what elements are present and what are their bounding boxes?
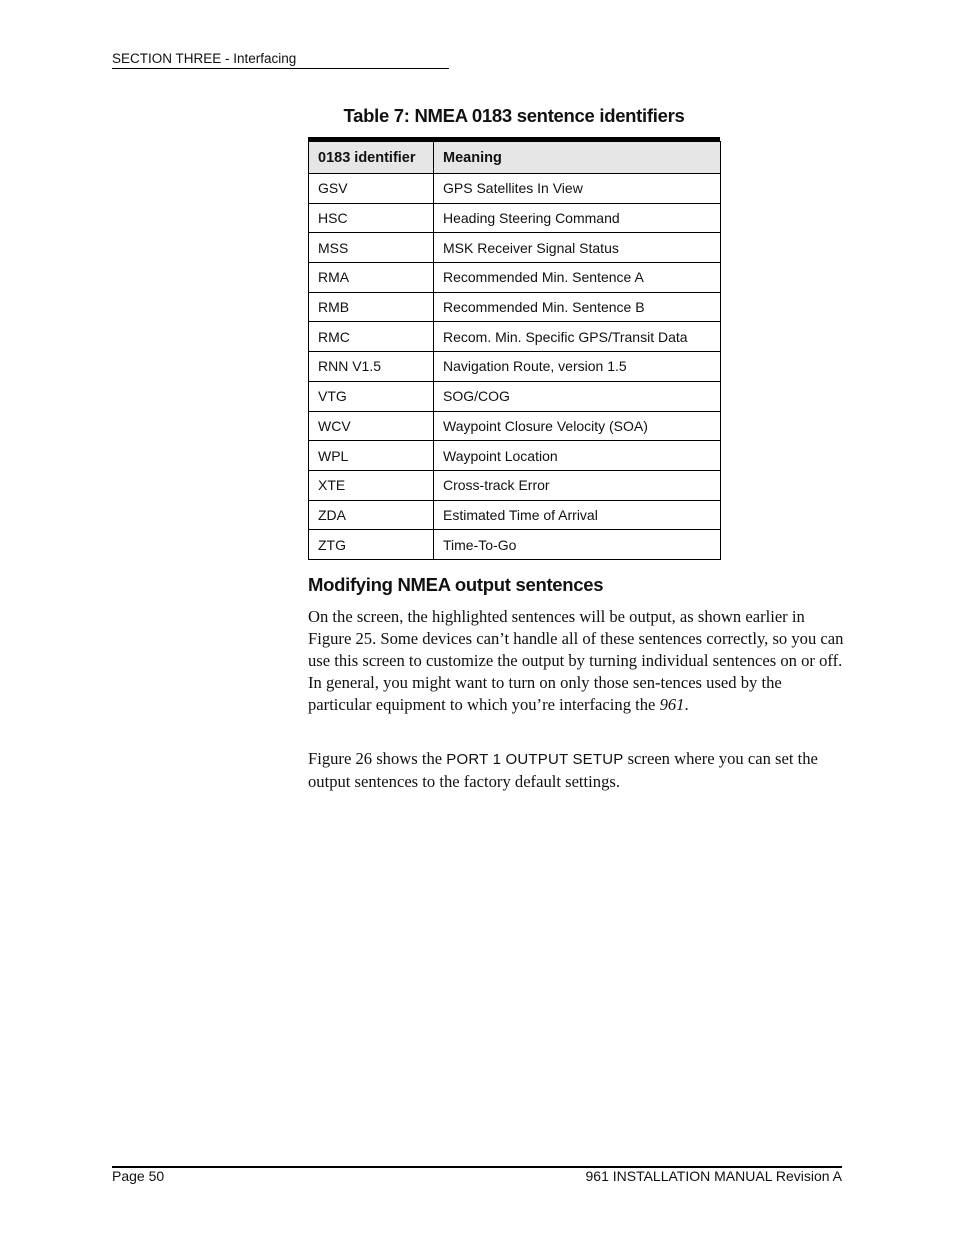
table-row [309,174,721,204]
meaning-cell: Time-To-Go [434,530,721,560]
identifier-cell: MSS [309,233,434,263]
paragraph-text-end: screen where you can set the output sentences to the factory default settings. [308,749,818,791]
meaning-cell: SOG/COG [434,381,721,411]
paragraph-end: . [684,695,689,714]
meaning-cell: Navigation Route, version 1.5 [434,352,721,382]
body-paragraph-1 [308,606,844,716]
manual-title: 961 INSTALLATION MANUAL Revision A [585,1168,842,1184]
table-row [309,263,721,293]
page-number: Page 50 [112,1168,165,1184]
paragraph-text: Figure 26 shows the [308,749,447,768]
table-row [309,233,721,263]
table-title: Table 7: NMEA 0183 sentence identifiers [343,105,685,126]
table-row [309,352,721,382]
column-header-meaning: Meaning [434,142,721,174]
meaning-cell: Recom. Min. Specific GPS/Transit Data [434,322,721,352]
column-header-identifier: 0183 identifier [309,142,434,174]
meaning-cell: Waypoint Closure Velocity (SOA) [434,411,721,441]
meaning-cell: Recommended Min. Sentence A [434,263,721,293]
table-header-row [309,142,721,174]
meaning-cell: Recommended Min. Sentence B [434,292,721,322]
table-row [309,381,721,411]
model-number: 961 [659,695,685,714]
identifier-cell: RMA [309,263,434,293]
identifier-cell: XTE [309,470,434,500]
meaning-cell: Heading Steering Command [434,203,721,233]
identifier-cell: WPL [309,441,434,471]
table-row [309,292,721,322]
table-row [309,500,721,530]
identifier-cell: RMB [309,292,434,322]
screen-name: PORT 1 OUTPUT SETUP [446,751,624,768]
paragraph-text: On the screen, the highlighted sentences will be output, as shown earlier in Figure 25. Some devices can’t handle all of these sentences correctly, so you can use this screen to customize the output by turning individual sentences on or off. In general, you might want to turn on only those sen-tences used by the particular equipment to which you’re interfacing the [308,607,844,714]
identifier-cell: VTG [309,381,434,411]
identifier-cell: RNN V1.5 [309,352,434,382]
table-row [309,470,721,500]
identifier-cell: RMC [309,322,434,352]
table-row [309,203,721,233]
meaning-cell: Estimated Time of Arrival [434,500,721,530]
table-row [309,411,721,441]
meaning-cell: MSK Receiver Signal Status [434,233,721,263]
identifier-cell: GSV [309,174,434,204]
nmea-identifier-table [308,141,721,560]
identifier-cell: ZTG [309,530,434,560]
running-header: SECTION THREE - Interfacing [112,51,449,69]
section-heading: Modifying NMEA output sentences [308,574,604,595]
body-paragraph-2 [308,748,844,793]
table-row [309,441,721,471]
identifier-cell: ZDA [309,500,434,530]
meaning-cell: Waypoint Location [434,441,721,471]
table-row [309,530,721,560]
meaning-cell: GPS Satellites In View [434,174,721,204]
identifier-cell: HSC [309,203,434,233]
meaning-cell: Cross-track Error [434,470,721,500]
identifier-cell: WCV [309,411,434,441]
table-row [309,322,721,352]
